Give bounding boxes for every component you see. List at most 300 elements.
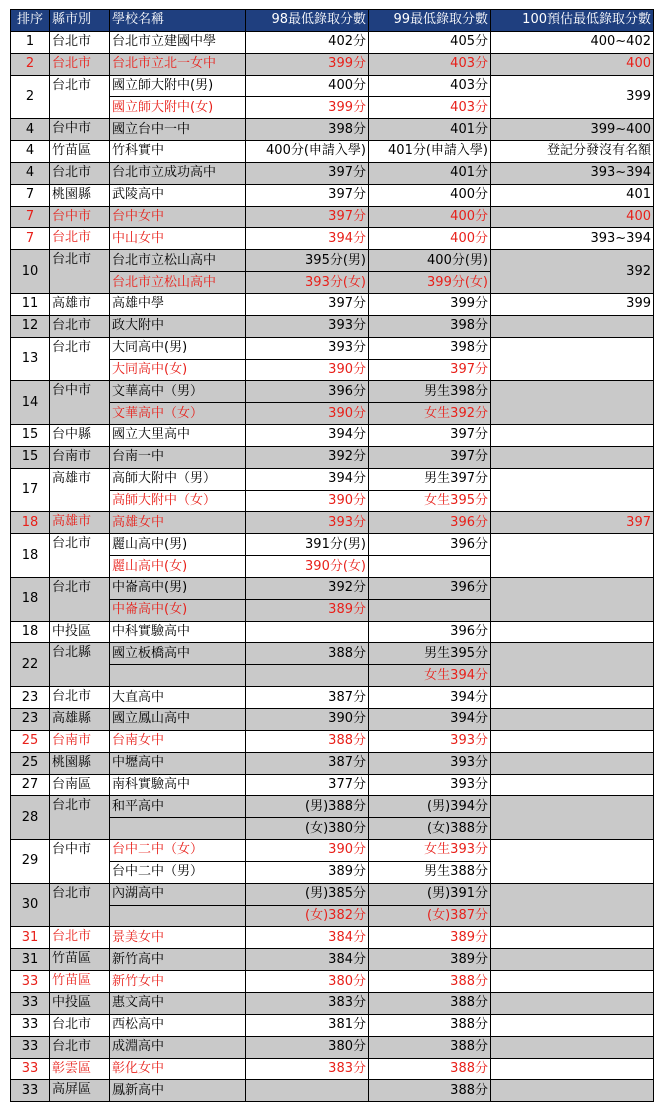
score-98-cell: [246, 665, 369, 687]
score-100-cell: [491, 796, 654, 840]
table-row: [11, 293, 654, 315]
score-99-cell: 403分: [369, 53, 491, 75]
score-98-cell: 389分: [246, 861, 369, 883]
table-row: [11, 141, 654, 163]
score-98-cell: 387分: [246, 752, 369, 774]
city-cell: 高雄市: [50, 293, 110, 315]
score-98-cell: (女)382分: [246, 905, 369, 927]
school-name-cell: 高師大附中（女）: [110, 490, 246, 512]
score-100-cell: [491, 1058, 654, 1080]
score-99-cell: 393分: [369, 730, 491, 752]
score-99-cell: 396分: [369, 577, 491, 599]
city-cell: 中投區: [50, 621, 110, 643]
school-name-cell: 竹科實中: [110, 141, 246, 163]
score-98-cell: 397分: [246, 184, 369, 206]
score-98-cell: 384分: [246, 927, 369, 949]
school-name-cell: 國立師大附中(男): [110, 75, 246, 97]
score-99-cell: 男生398分: [369, 381, 491, 403]
score-100-cell: [491, 468, 654, 512]
city-cell: 台北市: [50, 53, 110, 75]
score-99-cell: 女生394分: [369, 665, 491, 687]
school-name-cell: 國立大里高中: [110, 425, 246, 447]
score-99-cell: 400分: [369, 184, 491, 206]
city-cell: 台中縣: [50, 425, 110, 447]
score-99-cell: 403分: [369, 75, 491, 97]
city-cell: 台北市: [50, 687, 110, 709]
score-98-cell: 387分: [246, 687, 369, 709]
score-98-cell: 396分: [246, 381, 369, 403]
school-name-cell: 大同高中(女): [110, 359, 246, 381]
score-98-cell: 380分: [246, 1036, 369, 1058]
score-98-cell: 383分: [246, 992, 369, 1014]
table-row: [11, 730, 654, 752]
school-name-cell: 景美女中: [110, 927, 246, 949]
school-name-cell: 台中二中（男）: [110, 861, 246, 883]
rank-cell: 18: [11, 534, 50, 578]
school-name-cell: 鳳新高中: [110, 1080, 246, 1102]
city-cell: 彰雲區: [50, 1058, 110, 1080]
table-row: [11, 949, 654, 971]
score-99-cell: [369, 556, 491, 578]
score-99-cell: 400分: [369, 228, 491, 250]
school-name-cell: 中崙高中(女): [110, 599, 246, 621]
city-cell: 台南市: [50, 446, 110, 468]
city-cell: 台北市: [50, 315, 110, 337]
city-cell: 台中市: [50, 119, 110, 141]
score-100-cell: 401: [491, 184, 654, 206]
city-cell: 高雄市: [50, 512, 110, 534]
score-99-cell: 399分(女): [369, 272, 491, 294]
score-98-cell: 398分: [246, 119, 369, 141]
score-98-cell: 383分: [246, 1058, 369, 1080]
school-name-cell: 新竹女中: [110, 971, 246, 993]
score-98-cell: 381分: [246, 1014, 369, 1036]
school-name-cell: 台中女中: [110, 206, 246, 228]
score-100-cell: [491, 752, 654, 774]
table-row: [11, 687, 654, 709]
score-98-cell: 391分(男): [246, 534, 369, 556]
school-name-cell: [110, 818, 246, 840]
rank-cell: 2: [11, 75, 50, 119]
score-99-cell: 男生395分: [369, 643, 491, 665]
school-name-cell: 中山女中: [110, 228, 246, 250]
school-name-cell: 彰化女中: [110, 1058, 246, 1080]
school-name-cell: 和平高中: [110, 796, 246, 818]
score-99-cell: 398分: [369, 337, 491, 359]
table-row: [11, 971, 654, 993]
table-row: [11, 468, 654, 490]
city-cell: 中投區: [50, 992, 110, 1014]
rank-cell: 4: [11, 162, 50, 184]
score-98-cell: 392分: [246, 446, 369, 468]
school-name-cell: 台北市立松山高中: [110, 250, 246, 272]
score-99-cell: 396分: [369, 512, 491, 534]
table-row: [11, 883, 654, 905]
table-row: [11, 621, 654, 643]
score-99-cell: 男生397分: [369, 468, 491, 490]
score-100-cell: [491, 1036, 654, 1058]
city-cell: 高雄市: [50, 468, 110, 512]
score-98-cell: 400分: [246, 75, 369, 97]
school-name-cell: 台北市立北一女中: [110, 53, 246, 75]
rank-cell: 7: [11, 228, 50, 250]
score-98-cell: 388分: [246, 730, 369, 752]
school-name-cell: 惠文高中: [110, 992, 246, 1014]
rank-cell: 31: [11, 927, 50, 949]
rank-cell: 4: [11, 141, 50, 163]
score-99-cell: 396分: [369, 621, 491, 643]
city-cell: 台北市: [50, 75, 110, 119]
score-100-cell: 400: [491, 53, 654, 75]
city-cell: 台中市: [50, 840, 110, 884]
score-99-cell: 403分: [369, 97, 491, 119]
city-cell: 台北市: [50, 927, 110, 949]
score-99-cell: 397分: [369, 425, 491, 447]
rank-cell: 25: [11, 730, 50, 752]
score-98-cell: 394分: [246, 425, 369, 447]
city-cell: 高雄縣: [50, 709, 110, 731]
score-98-cell: (男)388分: [246, 796, 369, 818]
city-cell: 桃園縣: [50, 184, 110, 206]
score-100-cell: 登記分發沒有名額: [491, 141, 654, 163]
score-100-cell: [491, 709, 654, 731]
rank-cell: 25: [11, 752, 50, 774]
header-row: [11, 10, 654, 32]
score-98-cell: 390分: [246, 359, 369, 381]
score-98-cell: 397分: [246, 293, 369, 315]
header-score-98: 98最低錄取分數: [246, 10, 369, 32]
table-row: [11, 228, 654, 250]
city-cell: 台南區: [50, 774, 110, 796]
city-cell: 台中市: [50, 381, 110, 425]
rank-cell: 30: [11, 883, 50, 927]
table-row: [11, 425, 654, 447]
score-100-cell: [491, 425, 654, 447]
score-98-cell: 380分: [246, 971, 369, 993]
score-98-cell: 399分: [246, 97, 369, 119]
score-98-cell: 384分: [246, 949, 369, 971]
school-name-cell: 中壢高中: [110, 752, 246, 774]
rank-cell: 33: [11, 992, 50, 1014]
rank-cell: 33: [11, 1080, 50, 1102]
rank-cell: 22: [11, 643, 50, 687]
score-98-cell: 397分: [246, 162, 369, 184]
score-100-cell: [491, 381, 654, 425]
city-cell: 竹苗區: [50, 141, 110, 163]
table-row: [11, 1058, 654, 1080]
table-row: [11, 75, 654, 97]
school-name-cell: 大直高中: [110, 687, 246, 709]
header-city: 縣市別: [50, 10, 110, 32]
rank-cell: 17: [11, 468, 50, 512]
school-name-cell: 台中二中（女）: [110, 840, 246, 862]
score-99-cell: (男)391分: [369, 883, 491, 905]
score-100-cell: [491, 840, 654, 884]
school-name-cell: 武陵高中: [110, 184, 246, 206]
rank-cell: 12: [11, 315, 50, 337]
score-99-cell: 389分: [369, 949, 491, 971]
rank-cell: 27: [11, 774, 50, 796]
score-100-cell: [491, 621, 654, 643]
admission-score-table: [10, 9, 654, 1102]
table-row: [11, 162, 654, 184]
rank-cell: 4: [11, 119, 50, 141]
score-99-cell: 女生395分: [369, 490, 491, 512]
table-row: [11, 53, 654, 75]
score-99-cell: 393分: [369, 752, 491, 774]
table-row: [11, 992, 654, 1014]
table-row: [11, 446, 654, 468]
score-98-cell: 395分(男): [246, 250, 369, 272]
score-99-cell: 401分: [369, 162, 491, 184]
school-name-cell: 文華高中（男）: [110, 381, 246, 403]
score-100-cell: [491, 643, 654, 687]
city-cell: 台北市: [50, 228, 110, 250]
score-99-cell: 388分: [369, 1036, 491, 1058]
rank-cell: 18: [11, 621, 50, 643]
table-row: [11, 184, 654, 206]
score-99-cell: 389分: [369, 927, 491, 949]
score-98-cell: 394分: [246, 228, 369, 250]
school-name-cell: 文華高中（女）: [110, 403, 246, 425]
table-row: [11, 337, 654, 359]
score-99-cell: 388分: [369, 1080, 491, 1102]
score-100-cell: 393~394: [491, 162, 654, 184]
table-row: [11, 840, 654, 862]
score-100-cell: 399: [491, 293, 654, 315]
school-name-cell: 國立師大附中(女): [110, 97, 246, 119]
score-99-cell: 400分(男): [369, 250, 491, 272]
score-98-cell: 377分: [246, 774, 369, 796]
score-99-cell: 396分: [369, 534, 491, 556]
table-row: [11, 796, 654, 818]
table-row: [11, 315, 654, 337]
school-name-cell: 高雄女中: [110, 512, 246, 534]
score-100-cell: [491, 1014, 654, 1036]
score-100-cell: 393~394: [491, 228, 654, 250]
score-100-cell: [491, 971, 654, 993]
score-99-cell: 399分: [369, 293, 491, 315]
rank-cell: 23: [11, 709, 50, 731]
score-98-cell: 393分(女): [246, 272, 369, 294]
score-100-cell: [491, 315, 654, 337]
rank-cell: 11: [11, 293, 50, 315]
rank-cell: 1: [11, 31, 50, 53]
rank-cell: 29: [11, 840, 50, 884]
score-98-cell: (女)380分: [246, 818, 369, 840]
score-98-cell: [246, 621, 369, 643]
rank-cell: 18: [11, 512, 50, 534]
score-98-cell: 390分(女): [246, 556, 369, 578]
header-score-100: 100預估最低錄取分數: [491, 10, 654, 32]
table-row: [11, 752, 654, 774]
table-row: [11, 643, 654, 665]
city-cell: 台北市: [50, 534, 110, 578]
school-name-cell: 國立鳳山高中: [110, 709, 246, 731]
score-99-cell: 388分: [369, 992, 491, 1014]
city-cell: 台北市: [50, 31, 110, 53]
school-name-cell: 台北市立建國中學: [110, 31, 246, 53]
score-98-cell: 400分(申請入學): [246, 141, 369, 163]
table-row: [11, 927, 654, 949]
rank-cell: 7: [11, 206, 50, 228]
score-99-cell: (女)388分: [369, 818, 491, 840]
table-row: [11, 577, 654, 599]
score-98-cell: [246, 1080, 369, 1102]
score-99-cell: 394分: [369, 709, 491, 731]
score-98-cell: 388分: [246, 643, 369, 665]
table-row: [11, 250, 654, 272]
city-cell: 桃園縣: [50, 752, 110, 774]
score-99-cell: 388分: [369, 1014, 491, 1036]
city-cell: 台北市: [50, 577, 110, 621]
score-98-cell: 399分: [246, 53, 369, 75]
school-name-cell: 中崙高中(男): [110, 577, 246, 599]
rank-cell: 7: [11, 184, 50, 206]
rank-cell: 33: [11, 1014, 50, 1036]
score-99-cell: 397分: [369, 446, 491, 468]
score-99-cell: 393分: [369, 774, 491, 796]
score-100-cell: 400: [491, 206, 654, 228]
rank-cell: 2: [11, 53, 50, 75]
header-rank: 排序: [11, 10, 50, 32]
table-row: [11, 774, 654, 796]
score-100-cell: 400~402: [491, 31, 654, 53]
school-name-cell: 麗山高中(男): [110, 534, 246, 556]
score-99-cell: 401分(申請入學): [369, 141, 491, 163]
score-98-cell: 393分: [246, 337, 369, 359]
school-name-cell: 西松高中: [110, 1014, 246, 1036]
school-name-cell: 南科實驗高中: [110, 774, 246, 796]
city-cell: 台北縣: [50, 643, 110, 687]
score-99-cell: 400分: [369, 206, 491, 228]
score-100-cell: [491, 337, 654, 381]
city-cell: 台北市: [50, 1036, 110, 1058]
table-row: [11, 1014, 654, 1036]
score-99-cell: 405分: [369, 31, 491, 53]
school-name-cell: 大同高中(男): [110, 337, 246, 359]
school-name-cell: [110, 905, 246, 927]
score-100-cell: [491, 687, 654, 709]
table-row: [11, 1036, 654, 1058]
school-name-cell: [110, 665, 246, 687]
city-cell: 高屏區: [50, 1080, 110, 1102]
school-name-cell: 高雄中學: [110, 293, 246, 315]
school-name-cell: 新竹高中: [110, 949, 246, 971]
table-row: [11, 534, 654, 556]
city-cell: 台中市: [50, 206, 110, 228]
score-99-cell: 女生393分: [369, 840, 491, 862]
city-cell: 台北市: [50, 337, 110, 381]
score-99-cell: 394分: [369, 687, 491, 709]
score-100-cell: [491, 949, 654, 971]
city-cell: 台南市: [50, 730, 110, 752]
table-row: [11, 1080, 654, 1102]
score-100-cell: [491, 577, 654, 621]
rank-cell: 31: [11, 949, 50, 971]
rank-cell: 23: [11, 687, 50, 709]
score-99-cell: 388分: [369, 971, 491, 993]
score-98-cell: 392分: [246, 577, 369, 599]
rank-cell: 33: [11, 971, 50, 993]
score-99-cell: (男)394分: [369, 796, 491, 818]
score-98-cell: 394分: [246, 468, 369, 490]
score-100-cell: 399: [491, 75, 654, 119]
city-cell: 台北市: [50, 162, 110, 184]
score-99-cell: 男生388分: [369, 861, 491, 883]
score-98-cell: 397分: [246, 206, 369, 228]
school-name-cell: 國立台中一中: [110, 119, 246, 141]
school-name-cell: 高師大附中（男）: [110, 468, 246, 490]
rank-cell: 10: [11, 250, 50, 294]
rank-cell: 28: [11, 796, 50, 840]
score-99-cell: [369, 599, 491, 621]
header-school: 學校名稱: [110, 10, 246, 32]
city-cell: 台北市: [50, 1014, 110, 1036]
score-98-cell: 389分: [246, 599, 369, 621]
city-cell: 竹苗區: [50, 971, 110, 993]
city-cell: 台北市: [50, 796, 110, 840]
school-name-cell: 成淵高中: [110, 1036, 246, 1058]
rank-cell: 15: [11, 446, 50, 468]
table-row: [11, 31, 654, 53]
city-cell: 竹苗區: [50, 949, 110, 971]
rank-cell: 33: [11, 1058, 50, 1080]
school-name-cell: 台北市立成功高中: [110, 162, 246, 184]
table-row: [11, 119, 654, 141]
score-100-cell: 399~400: [491, 119, 654, 141]
score-99-cell: (女)387分: [369, 905, 491, 927]
rank-cell: 33: [11, 1036, 50, 1058]
score-100-cell: 392: [491, 250, 654, 294]
city-cell: 台北市: [50, 250, 110, 294]
score-100-cell: [491, 992, 654, 1014]
school-name-cell: 政大附中: [110, 315, 246, 337]
school-name-cell: 中科實驗高中: [110, 621, 246, 643]
table-row: [11, 381, 654, 403]
school-name-cell: 台北市立松山高中: [110, 272, 246, 294]
score-100-cell: [491, 1080, 654, 1102]
score-100-cell: 397: [491, 512, 654, 534]
rank-cell: 18: [11, 577, 50, 621]
city-cell: 台北市: [50, 883, 110, 927]
score-98-cell: 402分: [246, 31, 369, 53]
school-name-cell: 台南一中: [110, 446, 246, 468]
table-row: [11, 206, 654, 228]
table-row: [11, 709, 654, 731]
score-99-cell: 398分: [369, 315, 491, 337]
score-100-cell: [491, 730, 654, 752]
score-100-cell: [491, 774, 654, 796]
table-row: [11, 512, 654, 534]
school-name-cell: 台南女中: [110, 730, 246, 752]
rank-cell: 14: [11, 381, 50, 425]
score-98-cell: 393分: [246, 512, 369, 534]
header-score-99: 99最低錄取分數: [369, 10, 491, 32]
score-98-cell: 390分: [246, 490, 369, 512]
rank-cell: 15: [11, 425, 50, 447]
score-98-cell: 390分: [246, 403, 369, 425]
score-98-cell: (男)385分: [246, 883, 369, 905]
score-100-cell: [491, 883, 654, 927]
school-name-cell: 國立板橋高中: [110, 643, 246, 665]
score-98-cell: 390分: [246, 709, 369, 731]
score-98-cell: 393分: [246, 315, 369, 337]
school-name-cell: 內湖高中: [110, 883, 246, 905]
score-100-cell: [491, 446, 654, 468]
score-100-cell: [491, 927, 654, 949]
score-100-cell: [491, 534, 654, 578]
